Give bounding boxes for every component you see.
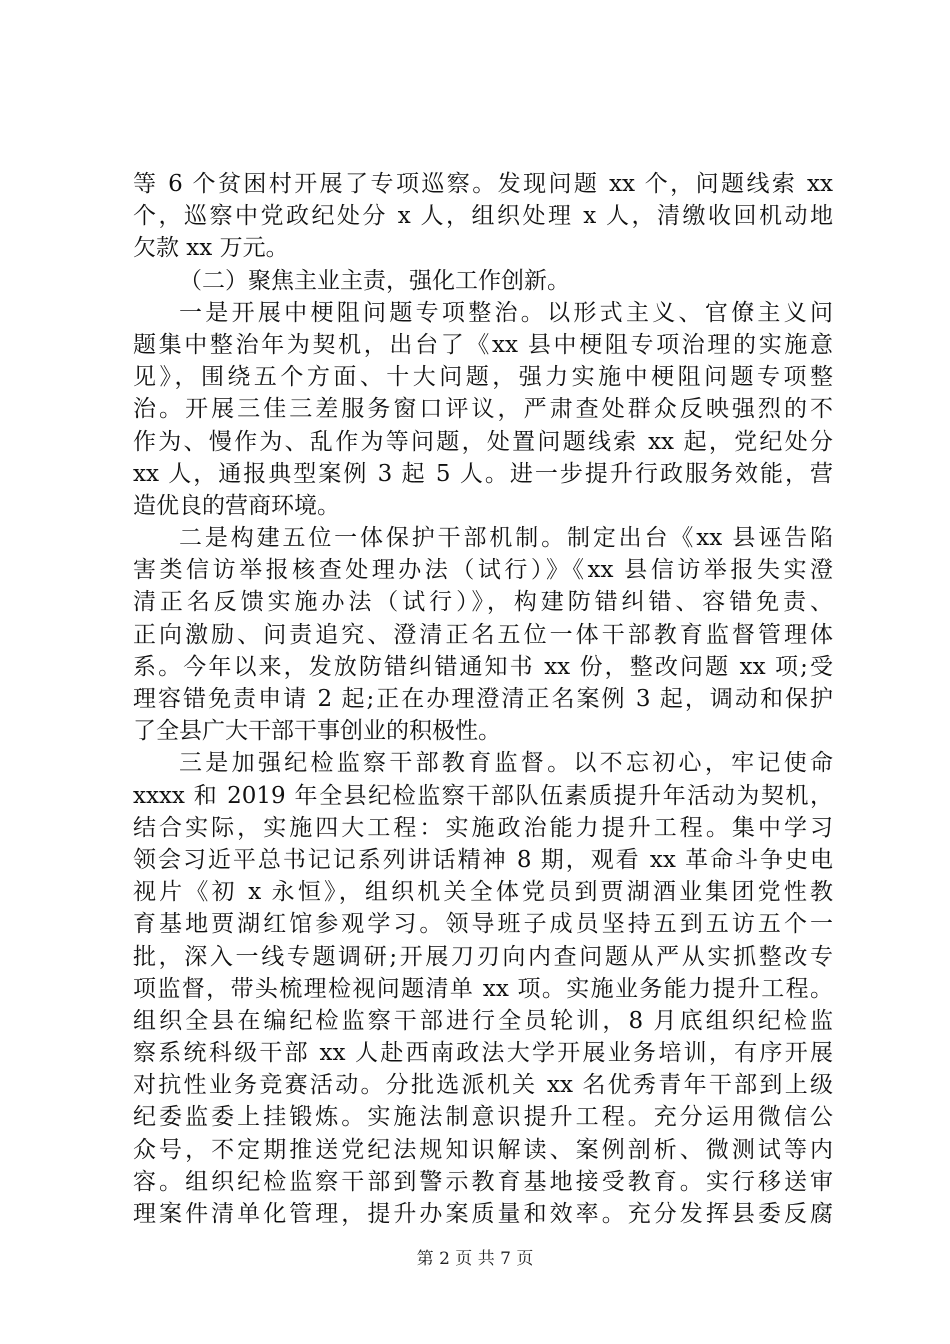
text-line: 正向激励、问责追究、澄清正名五位一体干部教育监督管理体: [133, 621, 833, 648]
text-line: 一是开展中梗阻问题专项整治。以形式主义、官僚主义问: [179, 299, 833, 326]
text-line: 容。组织纪检监察干部到警示教育基地接受教育。实行移送审: [133, 1168, 833, 1195]
text-line: 结合实际，实施四大工程：实施政治能力提升工程。集中学习: [133, 814, 833, 841]
text-line: xx 人，通报典型案例 3 起 5 人。进一步提升行政服务效能，营: [133, 460, 833, 487]
text-line: 育基地贾湖红馆参观学习。领导班子成员坚持五到五访五个一: [133, 911, 833, 938]
text-line: 治。开展三佳三差服务窗口评议，严肃查处群众反映强烈的不: [133, 396, 833, 423]
text-line: 理容错免责申请 2 起;正在办理澄清正名案例 3 起，调动和保护: [133, 686, 833, 712]
text-line: 害类信访举报核查处理办法（试行）》《xx 县信访举报失实澄: [133, 557, 833, 584]
text-line: 对抗性业务竞赛活动。分批选派机关 xx 名优秀青年干部到上级: [133, 1072, 833, 1099]
document-body: [133, 168, 833, 1230]
text-line: 系。今年以来，发放防错纠错通知书 xx 份，整改问题 xx 项;受: [133, 653, 833, 680]
text-line: 视片《初 x 永恒》，组织机关全体党员到贾湖酒业集团党性教: [133, 879, 833, 906]
text-line: 了全县广大干部干事创业的积极性。: [133, 718, 501, 745]
text-line: 批，深入一线专题调研;开展刀刃向内查问题从严从实抓整改专: [133, 943, 833, 970]
text-line: 三是加强纪检监察干部教育监督。以不忘初心，牢记使命: [179, 750, 833, 777]
text-line: 作为、慢作为、乱作为等问题，处置问题线索 xx 起，党纪处分: [133, 428, 833, 455]
text-line: 众号，不定期推送党纪法规知识解读、案例剖析、微测试等内: [133, 1136, 833, 1163]
text-line: 个，巡察中党政纪处分 x 人，组织处理 x 人，清缴收回机动地: [133, 203, 833, 230]
text-line: 二是构建五位一体保护干部机制。制定出台《xx 县诬告陷: [179, 525, 833, 552]
page-number-footer: 第 2 页 共 7 页: [416, 1249, 534, 1269]
text-line: 造优良的营商环境。: [133, 492, 340, 519]
text-line: 项监督，带头梳理检视问题清单 xx 项。实施业务能力提升工程。: [133, 975, 833, 1002]
text-line: 欠款 xx 万元。: [133, 235, 289, 262]
text-line: 等 6 个贫困村开展了专项巡察。发现问题 xx 个，问题线索 xx: [133, 171, 833, 197]
text-line: 察系统科级干部 xx 人赴西南政法大学开展业务培训，有序开展: [133, 1040, 833, 1067]
text-line: 题集中整治年为契机，出台了《xx 县中梗阻专项治理的实施意: [133, 331, 833, 358]
text-line: 见》，围绕五个方面、十大问题，强力实施中梗阻问题专项整: [133, 364, 833, 391]
text-line: 理案件清单化管理，提升办案质量和效率。充分发挥县委反腐: [133, 1201, 833, 1227]
text-line: 组织全县在编纪检监察干部进行全员轮训，8 月底组织纪检监: [133, 1007, 833, 1034]
text-line: xxxx 和 2019 年全县纪检监察干部队伍素质提升年活动为契机，: [133, 782, 833, 809]
section-heading: （二）聚焦主业主责，强化工作创新。: [179, 267, 570, 294]
text-line: 清正名反馈实施办法（试行）》，构建防错纠错、容错免责、: [133, 589, 833, 616]
text-line: 纪委监委上挂锻炼。实施法制意识提升工程。充分运用微信公: [133, 1104, 833, 1131]
text-line: 领会习近平总书记记系列讲话精神 8 期，观看 xx 革命斗争史电: [133, 846, 833, 873]
